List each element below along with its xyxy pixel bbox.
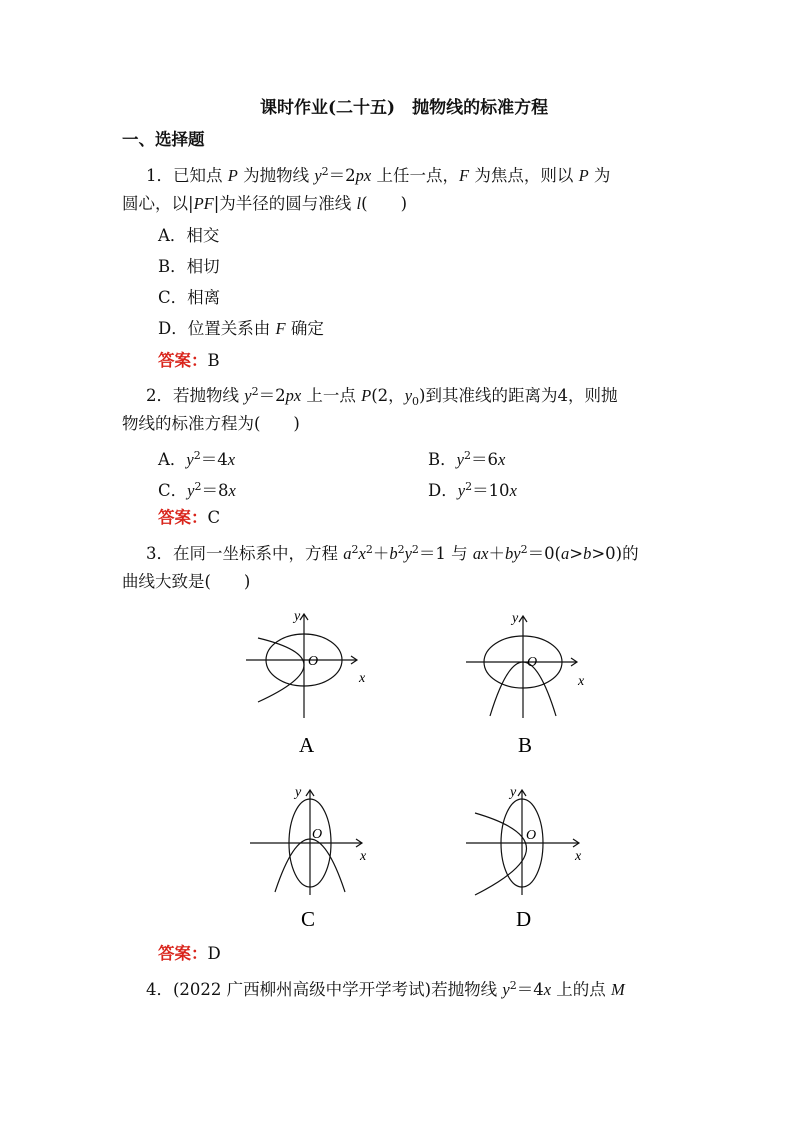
question-3-line-2: 曲线大致是( )	[122, 572, 251, 591]
graph-c-label: C	[301, 907, 316, 931]
x-label: x	[359, 671, 366, 686]
question-2-line-2: 物线的标准方程为( )	[122, 414, 300, 433]
section-heading: 一、选择题	[122, 130, 205, 149]
origin-label: O	[308, 654, 319, 669]
question-1-line-1: 1．已知点 P 为抛物线 $y^2=2px$ 上任一点，F 为焦点，则以 P 为	[146, 165, 611, 185]
q2-option-a: A．$y^2=4x$	[158, 449, 236, 469]
q1-answer: 答案：B	[158, 351, 220, 370]
graph-d-label: D	[516, 907, 532, 931]
question-3-line-1: 3．在同一坐标系中，方程 $a^2x^2+b^2y^2=1$ 与 $ax+by^2=0(a>b>0)$的	[146, 543, 639, 563]
q2-answer: 答案：C	[158, 508, 221, 527]
q1-option-c: C．相离	[158, 288, 221, 307]
graph-a-label: A	[299, 733, 315, 757]
origin-label: O	[526, 828, 537, 843]
y-label: y	[510, 785, 517, 800]
question-4-line-1: 4．(2022 广西柳州高级中学开学考试)若抛物线 $y^2=4x$ 上的点 M	[146, 979, 625, 999]
q1-option-a: A．相交	[158, 226, 220, 245]
question-2-line-1: 2．若抛物线 $y^2=2px$ 上一点 P(2，$y_0$)到其准线的距离为4，则抛	[146, 385, 618, 408]
q1-option-d: D．位置关系由 F 确定	[158, 319, 324, 338]
q3-answer: 答案：D	[158, 944, 221, 963]
q2-option-b: B．$y^2=6x$	[428, 449, 506, 469]
x-label: x	[578, 674, 585, 689]
question-1-line-2: 圆心，以|PF|为半径的圆与准线 l( )	[122, 194, 408, 213]
y-label: y	[512, 611, 519, 626]
origin-label: O	[527, 655, 538, 670]
page-title: 课时作业(二十五) 抛物线的标准方程	[260, 98, 549, 118]
y-label: y	[294, 609, 301, 624]
x-label: x	[360, 849, 367, 864]
graph-b-label: B	[518, 733, 533, 757]
q1-option-b: B．相切	[158, 257, 220, 276]
origin-label: O	[312, 827, 323, 842]
q2-option-d: D．$y^2=10x$	[428, 480, 517, 500]
y-label: y	[295, 785, 302, 800]
q2-option-c: C．$y^2=8x$	[158, 480, 236, 500]
x-label: x	[575, 849, 582, 864]
